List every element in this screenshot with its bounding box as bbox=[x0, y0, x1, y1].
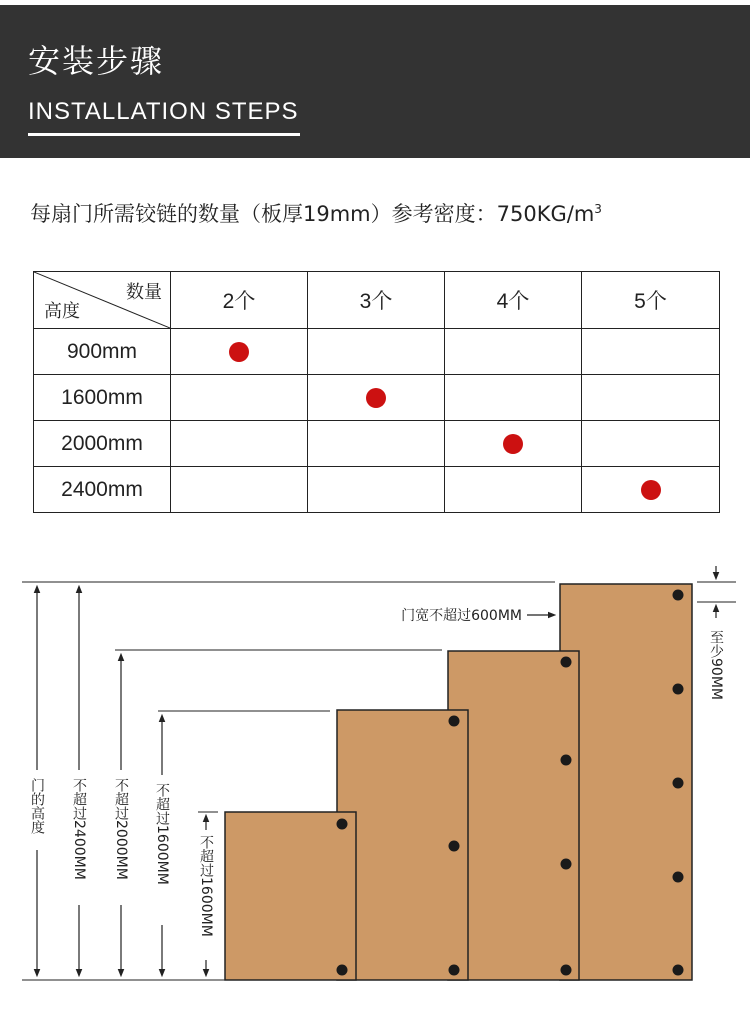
hinge-hole bbox=[561, 755, 572, 766]
column-header: 5个 bbox=[582, 272, 720, 329]
table-cell bbox=[171, 467, 308, 513]
selected-dot bbox=[503, 434, 523, 454]
door-panel-2400 bbox=[560, 584, 692, 980]
hinge-count-table bbox=[33, 271, 720, 513]
selected-dot bbox=[641, 480, 661, 500]
door-panel-900 bbox=[225, 812, 356, 980]
table-row bbox=[34, 375, 720, 421]
label-max-2000: 不超过2000MM bbox=[113, 778, 129, 880]
table-cell bbox=[308, 375, 445, 421]
table-cell bbox=[171, 421, 308, 467]
hinge-hole bbox=[449, 716, 460, 727]
table-cell bbox=[582, 375, 720, 421]
label-max-1600: 不超过1600MM bbox=[154, 783, 170, 885]
hinge-hole bbox=[673, 872, 684, 883]
table-cell bbox=[445, 467, 582, 513]
selected-dot bbox=[229, 342, 249, 362]
label-door-height: 门的高度 bbox=[29, 778, 45, 834]
row-height-label: 2400mm bbox=[34, 467, 171, 513]
table-row bbox=[34, 421, 720, 467]
hinge-hole bbox=[673, 590, 684, 601]
label-max-1600-b: 不超过1600MM bbox=[198, 835, 214, 937]
column-header: 4个 bbox=[445, 272, 582, 329]
label-max-2400: 不超过2400MM bbox=[71, 778, 87, 880]
table-cell bbox=[171, 375, 308, 421]
table-header-row bbox=[34, 272, 720, 329]
hinge-hole bbox=[449, 965, 460, 976]
column-header: 2个 bbox=[171, 272, 308, 329]
row-height-label: 2000mm bbox=[34, 421, 171, 467]
table-caption bbox=[30, 202, 602, 227]
hinge-hole bbox=[337, 819, 348, 830]
hinge-hole bbox=[561, 657, 572, 668]
table-cell bbox=[582, 329, 720, 375]
table-cell bbox=[445, 375, 582, 421]
table-cell bbox=[171, 329, 308, 375]
hinge-hole bbox=[449, 841, 460, 852]
table-cell bbox=[445, 329, 582, 375]
hinge-hole bbox=[337, 965, 348, 976]
table-caption-superscript: 3 bbox=[594, 202, 602, 216]
corner-label-count: 数量 bbox=[126, 282, 162, 302]
corner-label-height: 高度 bbox=[44, 301, 80, 321]
page-subtitle: INSTALLATION STEPS bbox=[28, 98, 299, 125]
table-cell bbox=[308, 467, 445, 513]
table-cell bbox=[308, 421, 445, 467]
table-cell bbox=[582, 467, 720, 513]
selected-dot bbox=[366, 388, 386, 408]
table-cell bbox=[445, 421, 582, 467]
header-banner bbox=[0, 5, 750, 158]
hinge-hole bbox=[673, 965, 684, 976]
table-row bbox=[34, 467, 720, 513]
table-row bbox=[34, 329, 720, 375]
hinge-hole bbox=[673, 684, 684, 695]
table-cell bbox=[308, 329, 445, 375]
column-header: 3个 bbox=[308, 272, 445, 329]
page-title: 安装步骤 bbox=[28, 42, 165, 80]
hinge-hole bbox=[561, 859, 572, 870]
door-size-diagram bbox=[0, 545, 750, 1015]
label-door-width: 门宽不超过600MM bbox=[401, 608, 522, 624]
table-caption-text: 每扇门所需铰链的数量（板厚19mm）参考密度：750KG/m bbox=[30, 202, 595, 226]
hinge-hole bbox=[561, 965, 572, 976]
hinge-hole bbox=[673, 778, 684, 789]
label-min-90: 至少90MM bbox=[708, 630, 724, 700]
row-height-label: 900mm bbox=[34, 329, 171, 375]
door-panels bbox=[225, 584, 692, 980]
subtitle-underline bbox=[28, 133, 300, 136]
table-cell bbox=[582, 421, 720, 467]
row-height-label: 1600mm bbox=[34, 375, 171, 421]
table-corner-cell bbox=[34, 272, 171, 329]
